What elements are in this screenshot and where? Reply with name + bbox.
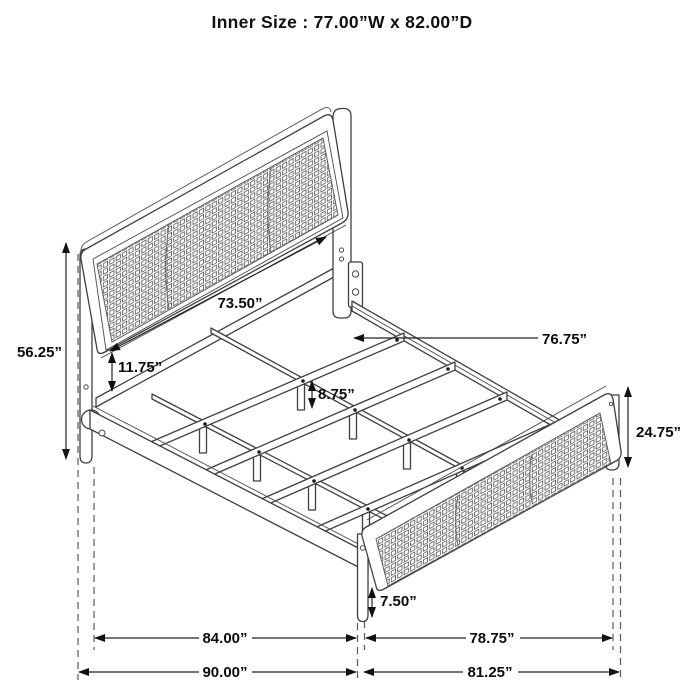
post-hole <box>609 402 612 405</box>
headboard <box>80 108 363 463</box>
rail-bracket <box>349 262 363 307</box>
footboard-height-label: 24.75” <box>636 424 682 441</box>
headboard-width-label: 73.50” <box>217 295 263 312</box>
side-rail-length-label: 76.75” <box>542 331 588 348</box>
slat-leg-height-label: 8.75” <box>318 386 355 403</box>
frame-inner-length-left-label: 84.00” <box>202 630 248 647</box>
frame-inner-length-right-label: 78.75” <box>469 630 515 647</box>
footboard-clearance-label: 7.50” <box>380 593 417 610</box>
bracket-hole <box>352 289 358 295</box>
dimension-labels <box>17 295 681 681</box>
frame-outer-length-left-label: 90.00” <box>202 664 248 681</box>
bracket-hole <box>352 271 358 277</box>
post-hole <box>339 248 343 252</box>
footboard <box>358 386 622 622</box>
inner-size-title: Inner Size : 77.00”W x 82.00”D <box>211 12 473 32</box>
post-hole <box>339 257 343 261</box>
post-hole <box>84 385 88 389</box>
headboard-gap-label: 11.75” <box>118 359 163 376</box>
frame-outer-length-right-label: 81.25” <box>467 664 513 681</box>
total-height-label: 56.25” <box>16 344 62 361</box>
rail-hole <box>99 430 105 436</box>
